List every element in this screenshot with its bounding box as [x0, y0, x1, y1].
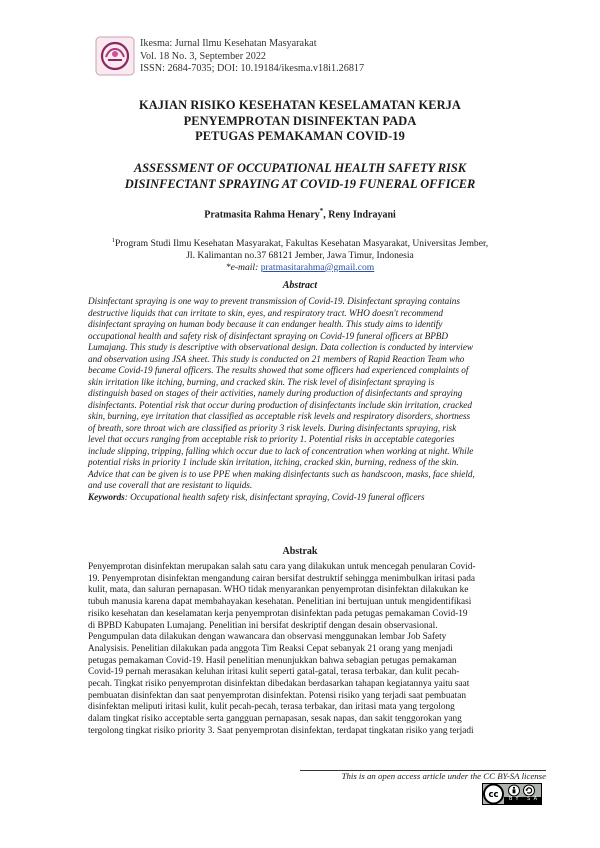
title-english	[60, 160, 540, 192]
abstrak-line: 19. Penyemprotan disinfektan mengandung cairan bersifat destruktif sehingga menimbulkan iritasi pada	[88, 573, 476, 584]
sa-icon	[524, 785, 535, 796]
journal-info	[140, 38, 364, 76]
abstrak-line: tubuh manusia karena dapat membahayakan kesehatan. Penelitian ini bertujuan untuk mengidentifikasi	[88, 597, 472, 608]
abstrak-line: Penyemprotan disinfektan merupakan salah satu cara yang dilakukan untuk mencegah penularan Covid-	[88, 562, 476, 572]
abstract-line: destructive liquids that can irritate to skin, eyes, and respiratory tract. WHO doesn't recommend	[88, 307, 443, 318]
journal-logo-icon	[95, 36, 135, 76]
abstract-line: of breath, sore throat wich are classified as priority 3 risk levels. During disinfectants spraying, risk	[88, 422, 457, 433]
corresponding-mark: *	[319, 207, 324, 215]
keywords-text: : Occupational health safety risk, disinfectant spraying, Covid-19 funeral officers	[124, 491, 425, 502]
abstrak-line: disinfektan meliputi iritasi kulit, kulit pecah-pecah, terasa terbakar, dan iritasi mata yang tergolong	[88, 702, 455, 713]
abstract-line: level that occurs ranging from acceptable risk to priority 1. Potential risks in acceptable categories	[88, 434, 455, 444]
license-text[interactable]: This is an open access article under the CC BY-SA license	[341, 771, 546, 781]
abstrak-body	[88, 562, 544, 738]
email-link[interactable]: pratmasitarahma@gmail.com	[260, 261, 375, 273]
svg-text:cc: cc	[488, 790, 499, 801]
affiliation-marker: 1	[111, 237, 116, 244]
authors	[60, 207, 540, 220]
keywords	[88, 492, 542, 504]
title-en-line: ASSESSMENT OF OCCUPATIONAL HEALTH SAFETY RISK	[133, 161, 466, 175]
cc-icon	[484, 785, 503, 804]
abstract-line: disinfectants. Potential risk that occur during production of disinfectants include skin irritation, cracked	[88, 399, 472, 410]
title-id-line: PETUGAS PEMAKAMAN COVID-19	[195, 129, 405, 143]
abstrak-line: Analysisis. Penelitian dilakukan pada anggota Tim Reaksi Cepat sebanyak 21 orang yang menjadi	[88, 643, 453, 654]
title-id-line: PENYEMPROTAN DISINFEKTAN PADA	[183, 113, 417, 128]
abstract-line: disinfectant spraying on human body because it can endanger health. This study aims to identify	[88, 319, 443, 329]
abstract-line: Lumajang. This study is descriptive with observational design. Data collection is conducted by interview	[88, 342, 474, 352]
abstract-line: Advice that can be given is to use PPE when making disinfectants such as handscoon, masks, face shield,	[88, 468, 475, 479]
abstrak-line: pembuatan disinfektan dan saat penyemprotan disinfektan. Potensi risiko yang terjadi saat pembuatan	[88, 690, 466, 701]
affiliation-line-2: Jl. Kalimantan no.37 68121 Jember, Jawa Timur, Indonesia	[186, 249, 414, 261]
abstrak-line: kulit, mata, dan saluran pernapasan. WHO tidak menyarankan penyemprotan disinfektan dilakukan ke	[88, 585, 469, 596]
abstract-line: became Covid-19 funeral officers. The results showed that some officers had experienced complaints of	[88, 365, 469, 375]
abstrak-heading: Abstrak	[282, 546, 318, 557]
abstract-line: and observation using JSA sheet. This study is conducted on 21 members of Rapid Reaction Team who	[88, 353, 465, 364]
abstrak-line: di BPBD Kabupaten Lumajang. Penelitian ini bersifat deskriptif dengan desain observasional.	[88, 620, 438, 631]
abstract-line: include slipping, tripping, falling which occur due to lack of concentration when working at night. While	[88, 445, 474, 456]
cc-badge-text: BY SA	[509, 796, 541, 802]
abstrak-line: risiko kesehatan dan keselamatan kerja penyemprotan disinfektan pada petugas pemakaman Covid-19	[88, 608, 468, 619]
title-en-line: DISINFECTANT SPRAYING AT COVID-19 FUNERAL OFFICER	[124, 177, 476, 191]
abstrak-line: Pengumpulan data dilakukan dengan wawancara dan observasi menggunakan lembar Job Safety	[88, 632, 447, 643]
abstract-line: potential risks in priority 1 include skin irritation, itching, cracked skin, burning, redness of the skin.	[88, 457, 459, 467]
abstract-heading: Abstract	[282, 280, 318, 291]
by-icon	[509, 785, 520, 796]
abstrak-line: tergolong tingkat risiko priority 3. Saat penyemprotan disinfektan, terdapat tingkatan risiko yang terjadi	[88, 725, 474, 736]
abstrak-line: pecah. Tingkat risiko penyemprotan disinfektan dibedakan berdasarkan tahapan kegiatannya yaitu saat	[88, 679, 470, 690]
abstract-line: and use coverall that are resistant to liquids.	[88, 480, 253, 490]
title-id-line: KAJIAN RISIKO KESEHATAN KESELAMATAN KERJA	[139, 98, 461, 112]
abstract-line: occupational health and safety risk of disinfectant spraying on Covid-19 funeral officers at BPBD	[88, 330, 449, 341]
author-second: , Reny Indrayani	[323, 209, 396, 221]
keywords-label: Keywords	[88, 491, 125, 502]
affiliation-line-1: $^1$Program Studi Ilmu Kesehatan Masyarakat, Fakultas Kesehatan Masyarakat, Universitas Jember,	[111, 237, 489, 250]
abstract-line: Disinfectant spraying is one way to prevent transmission of Covid-19. Disinfectant spraying contains	[88, 296, 460, 306]
email-line	[60, 262, 540, 274]
abstract-body	[88, 296, 542, 503]
abstract-line: skin irritation like itching, burning, and cracked skin. The risk level of disinfectant spraying is	[88, 376, 435, 387]
title-indonesian	[60, 98, 540, 145]
abstract-line: skin, burning, eye irritation that classified as acceptable risk levels and respiratory disorders, shortness	[88, 411, 471, 421]
journal-volume: Vol. 18 No. 3, September 2022	[140, 50, 267, 62]
author-first: Pratmasita Rahma Henary	[204, 209, 320, 221]
journal-issn-doi[interactable]: ISSN: 2684-7035; DOI: 10.19184/ikesma.v18i1.26817	[140, 63, 365, 75]
email-label: *e-mail:	[225, 261, 261, 273]
abstract-line: distinguish based on stages of their activities, namely during production of disinfectants and spraying	[88, 388, 463, 398]
abstrak-line: dalam tingkat risiko acceptable serta gangguan pernapasan, sesak napas, dan sakit tenggorokan yang	[88, 714, 462, 725]
abstrak-line: petugas pemakaman Covid-19. Hasil penelitian menunjukkan bahwa sebagian petugas pemakaman	[88, 655, 457, 666]
journal-name: Ikesma: Jurnal Ilmu Kesehatan Masyarakat	[140, 38, 317, 49]
abstrak-line: Covid-19 pernah merasakan keluhan iritasi kulit seperti gatal-gatal, terasa terbakar, dan kulit pecah-	[88, 667, 460, 678]
affiliation	[60, 235, 540, 274]
